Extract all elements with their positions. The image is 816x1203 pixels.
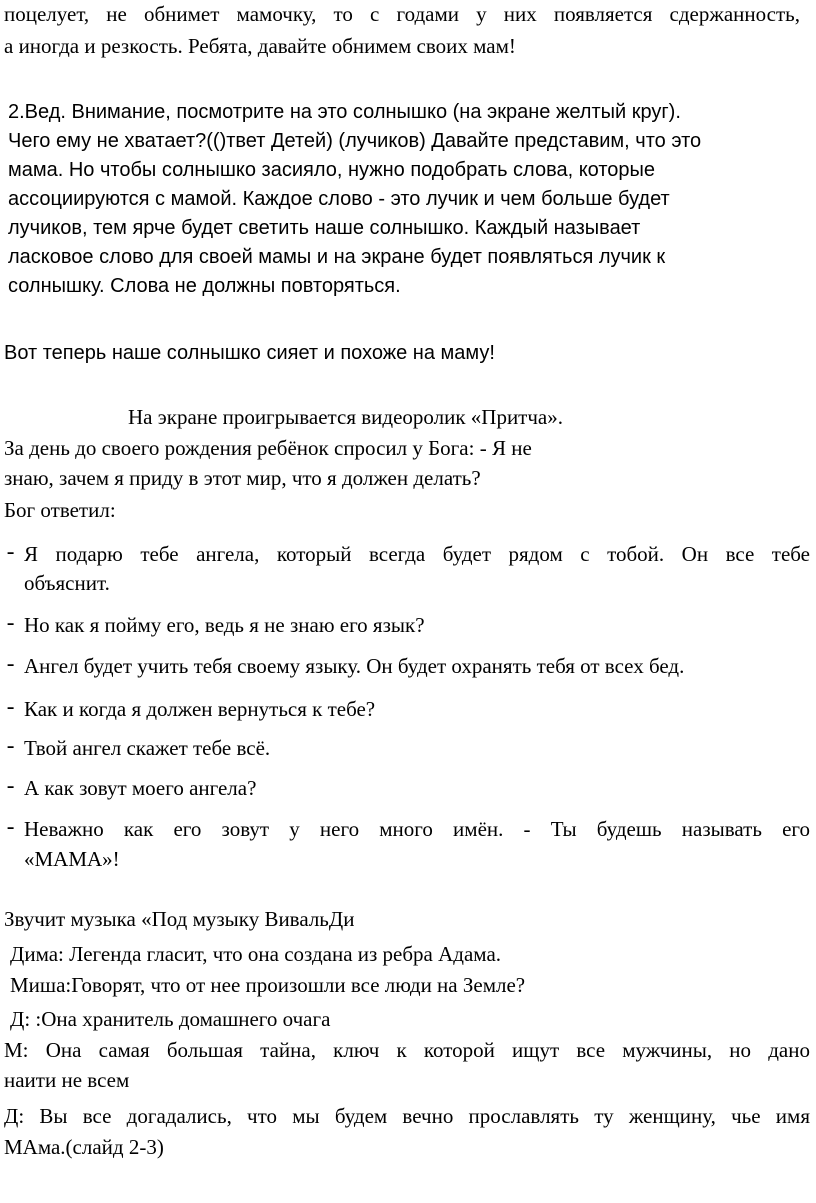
sun-paragraph-line-3: мама. Но чтобы солнышко засияло, нужно подобрать слова, которые	[8, 159, 656, 181]
dialogue-item-4: Как и когда я должен вернуться к тебе?	[24, 697, 376, 721]
scene-m-line-2: наити не всем	[4, 1068, 130, 1092]
dialogue-dash-4: -	[4, 696, 18, 721]
parable-intro-line-2: знаю, зачем я приду в этот мир, что я должен делать?	[4, 466, 481, 490]
dialogue-item-2: Но как я пойму его, ведь я не знаю его язык?	[24, 613, 425, 637]
dialogue-dash-3: -	[4, 653, 18, 678]
dialogue-item-7-line-2: «МАМА»!	[24, 847, 120, 871]
sun-paragraph-line-6: ласковое слово для своей мамы и на экране будет появляться лучик к	[8, 246, 666, 268]
intro-line-2: а иногда и резкость. Ребята, давайте обнимем своих мам!	[4, 34, 516, 58]
video-heading: На экране проигрывается видеоролик «Притча».	[128, 405, 563, 429]
dialogue-dash-2: -	[4, 612, 18, 637]
dialogue-dash-5: -	[4, 735, 18, 760]
dialogue-dash-7: -	[4, 816, 18, 841]
intro-line-1: поцелует, не обнимет мамочку, то с годами у них появляется сдержанность,	[4, 2, 800, 26]
dialogue-item-6: А как зовут моего ангела?	[24, 776, 257, 800]
parable-intro-line-1: За день до своего рождения ребёнок спросил у Бога: - Я не	[4, 436, 532, 460]
scene-m-line-1: М: Она самая большая тайна, ключ к которой ищут все мужчины, но дано	[4, 1038, 810, 1062]
scene-d1: Д: :Она хранитель домашнего очага	[10, 1007, 331, 1031]
dialogue-item-1-line-1: Я подарю тебе ангела, который всегда будет рядом с тобой. Он все тебе	[24, 542, 810, 566]
sun-paragraph-line-5: лучиков, тем ярче будет светить наше солнышко. Каждый называет	[8, 217, 641, 239]
parable-intro-line-3: Бог ответил:	[4, 498, 116, 522]
scene-misha: Миша:Говорят, что от нее произошли все люди на Земле?	[10, 973, 526, 997]
music-text: Звучит музыка «Под музыку ВивальДи	[4, 907, 355, 931]
dialogue-dash-1: -	[4, 541, 18, 566]
dialogue-item-5: Твой ангел скажет тебе всё.	[24, 736, 271, 760]
scene-d2-line-2: МАма.(слайд 2-3)	[4, 1135, 164, 1159]
sun-paragraph-line-7: солнышку. Слова не должны повторяться.	[8, 275, 401, 297]
sun-paragraph-line-2: Чего ему не хватает?(()твет Детей) (лучиков) Давайте представим, что это	[8, 130, 702, 152]
dialogue-dash-6: -	[4, 775, 18, 800]
dialogue-item-3: Ангел будет учить тебя своему языку. Он будет охранять тебя от всех бед.	[24, 654, 685, 678]
sun-paragraph-line-1: 2.Вед. Внимание, посмотрите на это солнышко (на экране желтый круг).	[8, 101, 681, 123]
dialogue-item-1-line-2: объяснит.	[24, 571, 110, 595]
scene-dima: Дима: Легенда гласит, что она создана из ребра Адама.	[10, 942, 502, 966]
sun-shines-text: Вот теперь наше солнышко сияет и похоже на маму!	[4, 342, 495, 364]
dialogue-item-7-line-1: Неважно как его зовут у него много имён. - Ты будешь называть его	[24, 817, 810, 841]
sun-paragraph-line-4: ассоциируются с мамой. Каждое слово - это лучик и чем больше будет	[8, 188, 670, 210]
scene-d2-line-1: Д: Вы все догадались, что мы будем вечно прославлять ту женщину, чье имя	[4, 1104, 810, 1128]
